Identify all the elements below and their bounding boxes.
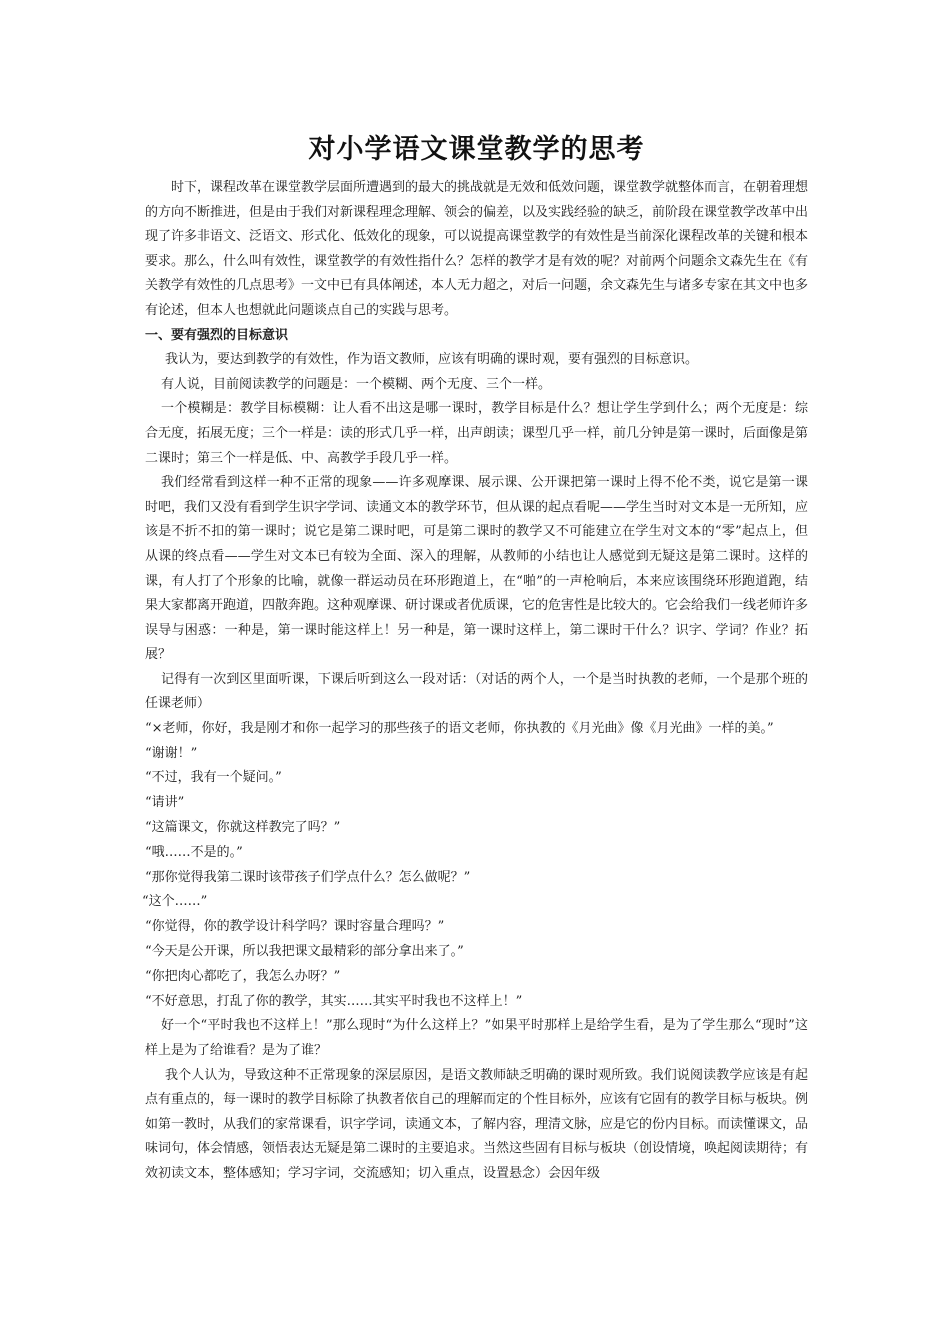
dialog-line: “不好意思，打乱了你的教学，其实……其实平时我也不这样上！” [145, 993, 523, 1009]
dialog-line: “哦……不是的。” [145, 844, 243, 860]
document-page [142, 130, 809, 1187]
paragraph: 一个模糊是：教学目标模糊：让人看不出这是哪一课时，教学目标是什么？想让学生学到什么；两个无度是：综合无度，拓展无度；三个一样是：读的形式几乎一样，出声朗读；课型几乎一样，前几分钟是第一课时，后面像是第二课时；第三个一样是低、中、高教学手段几乎一样。 [145, 401, 809, 466]
dialog-line: “请讲” [145, 795, 185, 811]
paragraph: 好一个“平时我也不这样上！”那么现时“为什么这样上？”如果平时那样上是给学生看，是为了学生那么“现时”这样上是为了给谁看？是为了谁？ [145, 1018, 808, 1059]
dialog-line: “谢谢！” [145, 745, 198, 761]
document-title: 对小学语文课堂教学的思考 [308, 134, 645, 165]
paragraph: 时下，课程改革在课堂教学层面所遭遇到的最大的挑战就是无效和低效问题，课堂教学就整体而言，在朝着理想的方向不断推进，但是由于我们对新课程理念理解、领会的偏差，以及实践经验的缺乏，前阶段在课堂教学改革中出现了许多非语文、泛语文、形式化、低效化的现象，可以说提高课堂教学的有效性是当前深化课程改革的关键和根本要求。那么，什么叫有效性，课堂教学的有效性指什么？怎样的教学才是有效的呢？对前两个问题余文森先生在《有关教学有效性的几点思考》一文中已有具体阐述，本人无力超之，对后一问题，余文森先生与诸多专家在其文中也多有论述，但本人也想就此问题谈点自己的实践与思考。 [145, 180, 809, 318]
dialog-line: “这篇课文，你就这样教完了吗？” [145, 820, 341, 836]
dialog-line: “不过，我有一个疑问。” [145, 770, 282, 786]
dialog-line: “这个……” [142, 894, 208, 910]
dialog-line: “今天是公开课，所以我把课文最精彩的部分拿出来了。” [145, 944, 464, 960]
paragraph: 记得有一次到区里面听课，下课后听到这么一段对话：（对话的两个人，一个是当时执教的老师，一个是那个班的任课老师） [145, 671, 808, 712]
paragraph: “×老师，你好，我是刚才和你一起学习的那些孩子的语文老师，你执教的《月光曲》像《月光曲》一样的美。” [145, 721, 774, 737]
paragraph: 有人说，目前阅读教学的问题是：一个模糊、两个无度、三个一样。 [161, 376, 552, 392]
dialog-line: “你觉得，你的教学设计科学吗？课时容量合理吗？” [145, 919, 445, 935]
paragraph: 我们经常看到这样一种不正常的现象——许多观摩课、展示课、公开课把第一课时上得不伦不类，说它是第一课时吧，我们又没有看到学生识字学词、读通文本的教学环节，但从课的起点看呢——学生当时对文本是一无所知，应该是不折不扣的第一课时；说它是第二课时吧，可是第二课时的教学又不可能建立在学生对文本的“零”起点上，但从课的终点看——学生对文本已有较为全面、深入的理解，从教师的小结也让人感觉到无疑这是第二课时。这样的课，有人打了个形象的比喻，就像一群运动员在环形跑道上，在“啪”的一声枪响后，本来应该围绕环形跑道跑，结果大家都离开跑道，四散奔跑。这种观摩课、研讨课或者优质课，它的危害性是比较大的。它会给我们一线老师许多误导与困惑：一种是，第一课时能这样上！另一种是，第一课时这样上，第二课时干什么？识字、学词？作业？拓展？ [145, 475, 809, 663]
paragraph: 我个人认为，导致这种不正常现象的深层原因，是语文教师缺乏明确的课时观所致。我们说阅读教学应该是有起点有重点的，每一课时的教学目标除了执教者依自己的理解而定的个性目标外，应该有它固有的教学目标与板块。例如第一教时，从我们的家常课看，识字学词，读通文本，了解内容，理清文脉，应是它的份内目标。而读懂课文，品味词句，体会情感，领悟表达无疑是第二课时的主要追求。当然这些固有目标与板块（创设情境，唤起阅读期待；有效初读文本，整体感知；学习字词，交流感知；切入重点，设置悬念）会因年级 [145, 1067, 809, 1181]
paragraph: 我认为，要达到教学的有效性，作为语文教师，应该有明确的课时观，要有强烈的目标意识。 [165, 352, 699, 368]
dialog-line: “那你觉得我第二课时该带孩子们学点什么？怎么做呢？” [145, 869, 471, 885]
document-body [142, 176, 809, 1187]
dialog-line: “你把肉心都吃了，我怎么办呀？” [145, 968, 341, 984]
section-heading: 一、要有强烈的目标意识 [145, 327, 289, 343]
